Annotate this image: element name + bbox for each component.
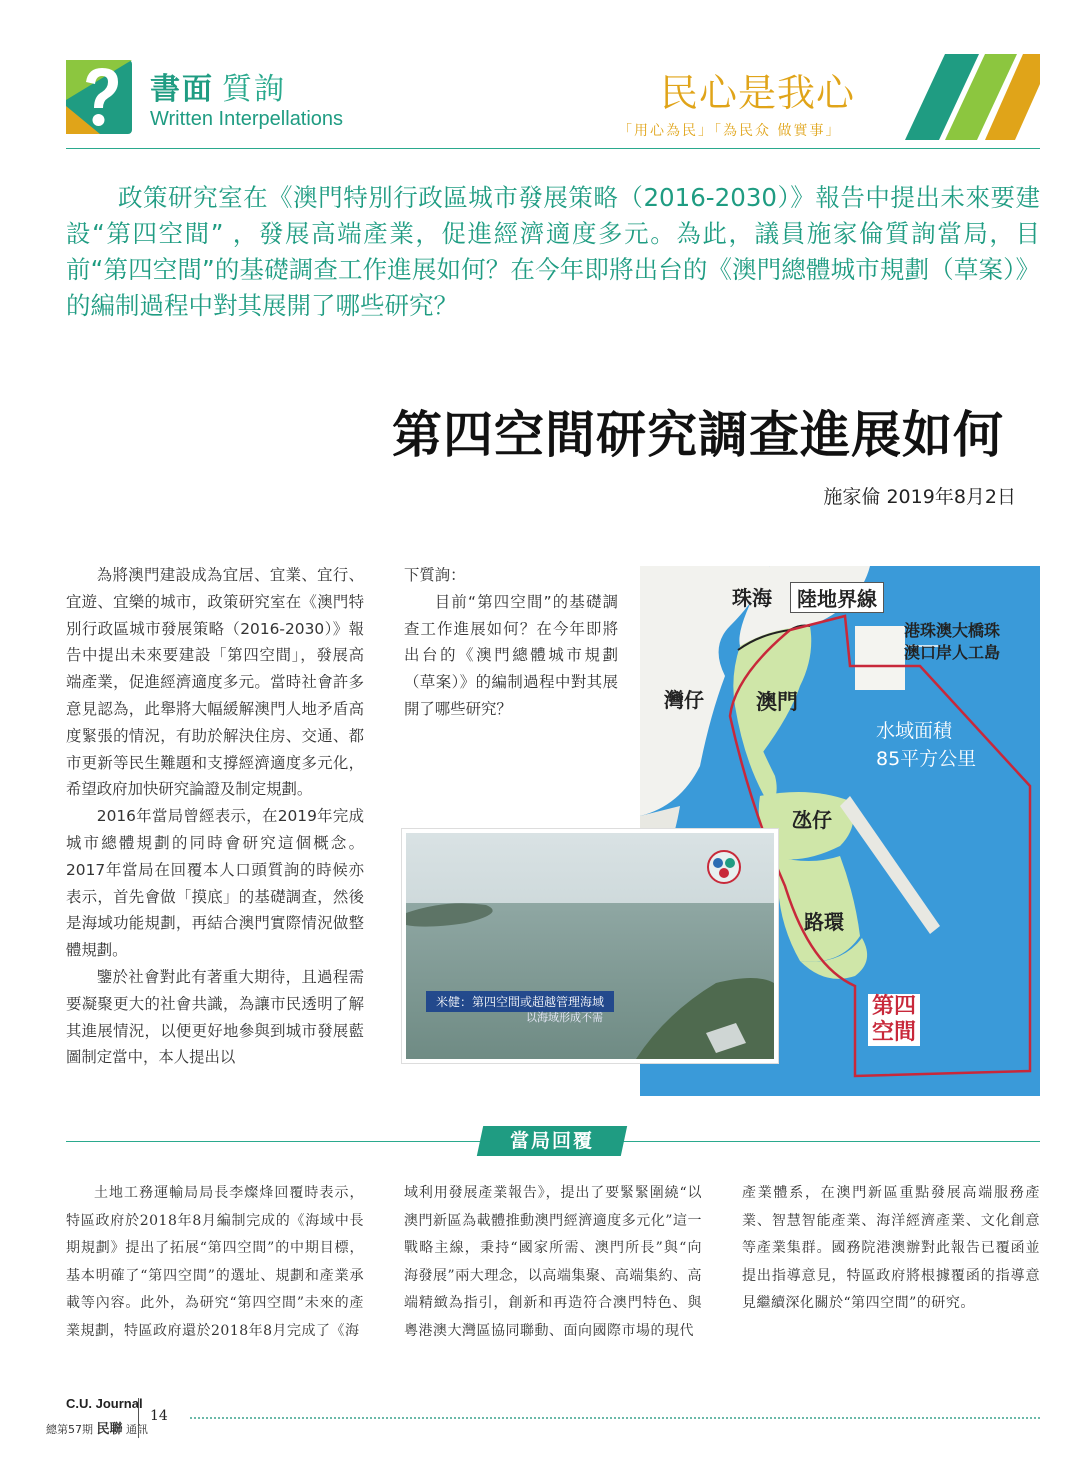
label-taipa: 氹仔	[792, 808, 832, 832]
article-headline: 第四空間研究調查進展如何	[392, 406, 1004, 464]
paragraph: 域利用發展產業報告》，提出了要緊緊圍繞“以澳門新區為載體推動澳門經濟適度多元化”這一戰略主線，秉持“國家所需、澳門所長”與“向海發展”兩大理念，以高端集聚、高端集約、高端精緻為指引，創新和再造符合澳門特色、與粵港澳大灣區協同聯動、面向國際市場的現代	[404, 1185, 702, 1339]
paragraph: 下質詢：	[404, 566, 466, 584]
lead-question: 政策研究室在《澳門特別行政區城市發展策略（2016-2030）》報告中提出未來要建設“第四空間” ，發展高端產業，促進經濟適度多元。為此，議員施家倫質詢當局，目前“第四空間”的基礎調查工作進展如何？在今年即將出台的《澳門總體城市規劃（草案）》的編制過程中對其展開了哪些研究？	[66, 183, 1040, 320]
page-number: 14	[150, 1408, 168, 1424]
footer-divider	[138, 1398, 139, 1438]
label-coloane: 路環	[804, 910, 844, 934]
sea-photo	[402, 829, 778, 1063]
byline: 施家倫 2019年8月2日	[823, 486, 1016, 508]
footer-issue: 總第57期 民聯 通訊	[46, 1422, 149, 1437]
footer-dotted-line	[190, 1417, 1040, 1419]
label-water-area-2: 85平方公里	[876, 748, 977, 770]
label-water-area-1: 水域面積	[876, 720, 953, 742]
reply-column-1	[66, 1180, 364, 1345]
paragraph: 2016年當局曾經表示，在2019年完成城市總體規劃的同時會研究這個概念。2017年當局在回覆本人口頭質詢的時候亦表示，首先會做「摸底」的基礎調查，然後是海域功能規劃，再結合澳門實際情況做整體規劃。	[66, 807, 364, 960]
paragraph: 目前“第四空間”的基礎調查工作進展如何？在今年即將出台的《澳門總體城市規劃（草案）》的編制過程中對其展開了哪些研究？	[404, 592, 618, 718]
paragraph: 鑒於社會對此有著重大期待，且過程需要凝聚更大的社會共識，為讓市民透明了解其進展情況，以便更好地參與到城市發展藍圖制定當中，本人提出以	[66, 967, 364, 1067]
label-macau: 澳門	[756, 690, 798, 714]
paragraph: 為將澳門建設成為宜居、宜業、宜行、宜遊、宜樂的城市，政策研究室在《澳門特別行政區城市發展策略（2016-2030）》報告中提出未來要建設「第四空間」，發展高端產業，促進經濟適度多元。當時社會許多意見認為，此舉將大幅緩解澳門人地矛盾高度緊張的情況，有助於解決住房、交通、都市更新等民生難題和支撐經濟適度多元化，希望政府加快研究論證及制定規劃。	[66, 566, 364, 799]
paragraph: 土地工務運輸局局長李燦烽回覆時表示，特區政府於2018年8月編制完成的《海域中長期規劃》提出了拓展“第四空間”的中期目標，基本明確了“第四空間”的選址、規劃和產業承載等內容。此外，為研究“第四空間”未來的產業規劃，特區政府還於2018年8月完成了《海	[66, 1185, 364, 1339]
question-mark-logo-icon	[66, 60, 132, 134]
slogan: 民心是我心	[660, 71, 856, 115]
reply-column-2	[404, 1180, 702, 1345]
sea-photo-image	[406, 833, 774, 1059]
reply-section-tag: 當局回覆	[477, 1126, 627, 1156]
label-fourth-space: 第四 空間	[868, 994, 920, 1046]
slogan-subtitle: 「用心為民」「為民众 做實事」	[618, 123, 842, 139]
photo-caption: 米健：第四空間或超越管理海域	[426, 991, 614, 1012]
photo-caption-sub: 以海域形成不需	[526, 1011, 603, 1024]
header-divider	[66, 148, 1040, 149]
label-land-border: 陸地界線	[790, 582, 884, 613]
body-column-1	[66, 562, 364, 1071]
reply-column-3	[742, 1180, 1040, 1318]
section-title: 書面 質詢	[150, 72, 286, 107]
section-subtitle: Written Interpellations	[150, 108, 344, 130]
footer-journal: C.U. Journal	[66, 1396, 143, 1411]
label-zhuhai: 珠海	[732, 586, 772, 610]
body-column-2	[404, 562, 618, 723]
label-wanzai: 灣仔	[664, 688, 704, 712]
label-bridge-island-1: 港珠澳大橋珠	[904, 621, 1001, 640]
paragraph: 產業體系，在澳門新區重點發展高端服務產業、智慧智能產業、海洋經濟產業、文化創意等產業集群。國務院港澳辦對此報告已覆函並提出指導意見，特區政府將根據覆函的指導意見繼續深化關於“第四空間”的研究。	[742, 1185, 1040, 1311]
decorative-stripes-icon	[905, 54, 1040, 140]
label-bridge-island-2: 澳口岸人工島	[904, 643, 1001, 662]
